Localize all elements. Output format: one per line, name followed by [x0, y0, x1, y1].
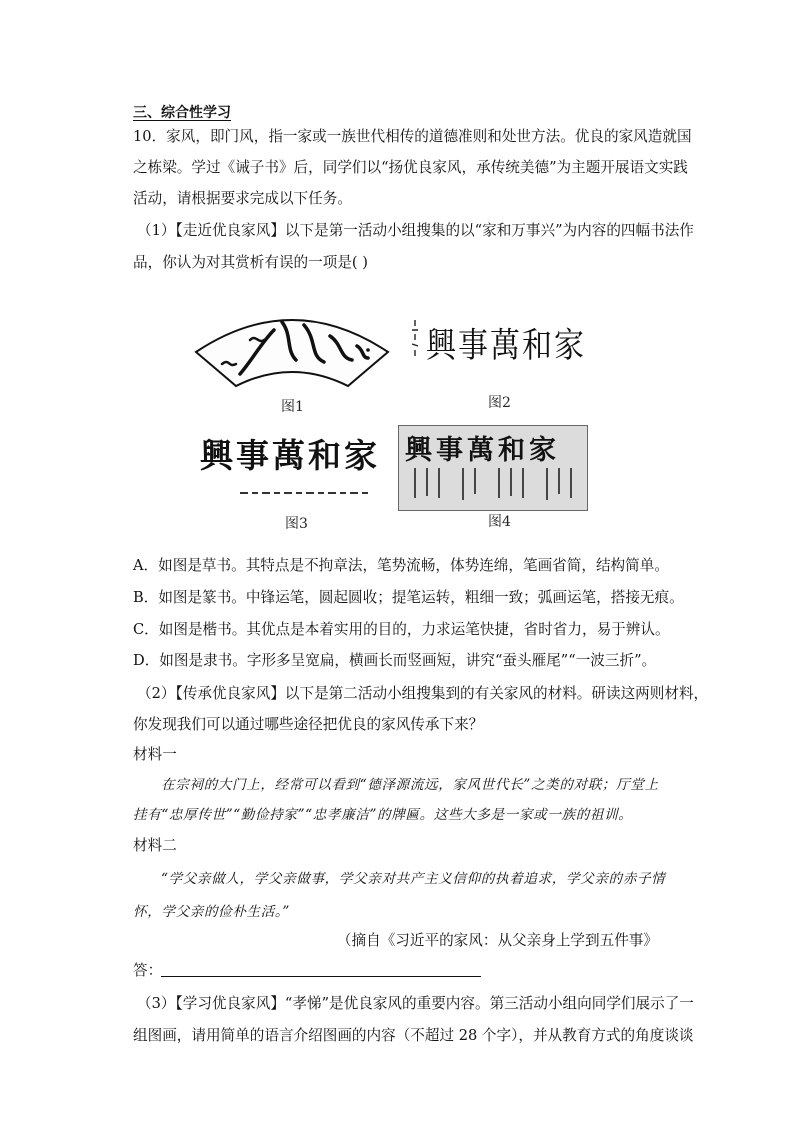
part2-line-2: 你发现我们可以通过哪些途径把优良的家风传承下来？ [133, 716, 484, 733]
option-b: B．如图是篆书。中锋运笔，圆起圆收；提笔运转，粗细一致；弧画运笔，搭接无痕。 [133, 589, 684, 606]
fig4-inscription [405, 464, 581, 504]
option-a: A．如图是草书。其特点是不拘章法，笔势流畅，体势连绵，笔画省简，结构简单。 [133, 557, 669, 574]
part1-line-1: （1）【走近优良家风】以下是第一活动小组搜集的以“家和万事兴”为内容的四幅书法作 [137, 222, 694, 239]
material-2-line-1: “学父亲做人，学父亲做事，学父亲对共产主义信仰的执着追求，学父亲的赤子情 [161, 871, 666, 887]
part1-line-2: 品，你认为对其赏析有误的一项是( ) [133, 254, 368, 271]
figure-1-fan-calligraphy [192, 300, 392, 390]
question-intro-line-3: 活动，请根据要求完成以下任务。 [133, 190, 352, 207]
section-heading: 三、综合性学习 [133, 105, 231, 121]
fan-shape [192, 300, 392, 390]
option-c: C．如图是楷书。其优点是本着实用的目的，力求运笔快捷，省时省力，易于辨认。 [133, 621, 670, 638]
material-2-label: 材料二 [133, 837, 177, 854]
fig3-inscription [240, 488, 370, 498]
figure-4-scroll-photo [398, 425, 588, 511]
part3-line-1: （3）【学习优良家风】“孝悌”是优良家风的重要内容。第三活动小组向同学们展示了一 [137, 995, 694, 1012]
figure-3-caption: 图3 [285, 516, 308, 532]
figure-1-caption: 图1 [281, 399, 304, 415]
figure-2-caption: 图2 [488, 395, 511, 411]
fig3-text: 興事萬和家 [200, 436, 380, 475]
question-intro-line-1: 10．家风，即门风，指一家或一族世代相传的道德准则和处世方法。优良的家风造就国 [133, 128, 692, 145]
answer-blank-line[interactable] [161, 976, 481, 977]
material-1-line-1: 在宗祠的大门上，经常可以看到“德泽源流远，家风世代长”之类的对联；厅堂上 [161, 777, 659, 793]
material-1-label: 材料一 [133, 746, 177, 763]
material-2-line-2: 怀，学父亲的俭朴生活。” [133, 904, 290, 920]
part2-line-1: （2）【传承优良家风】以下是第二活动小组搜集到的有关家风的材料。研读这两则材料， [137, 685, 709, 702]
answer-label: 答： [133, 962, 163, 979]
fig2-text: 興事萬和家 [426, 325, 586, 367]
figure-4-caption: 图4 [488, 514, 511, 530]
material-source: （摘自《习近平的家风：从父亲身上学到五件事》 [336, 932, 658, 949]
figure-2-seal-script [408, 316, 586, 367]
figure-3-calligraphy [200, 430, 380, 508]
option-d: D．如图是隶书。字形多呈宽扁，横画长而竖画短，讲究“蚕头雁尾”“一波三折”。 [133, 652, 657, 669]
part3-line-2: 组图画，请用简单的语言介绍图画的内容（不超过 28 个字），并从教育方式的角度谈谈 [133, 1027, 694, 1044]
question-intro-line-2: 之栋梁。学过《诫子书》后，同学们以“扬优良家风，承传统美德”为主题开展语文实践 [133, 159, 688, 176]
material-1-line-2: 挂有“忠厚传世”“勤俭持家”“忠孝廉洁”的牌匾。这些大多是一家或一族的祖训。 [133, 807, 633, 823]
fig2-inscription [408, 316, 422, 362]
fig4-text: 興事萬和家 [405, 435, 560, 466]
